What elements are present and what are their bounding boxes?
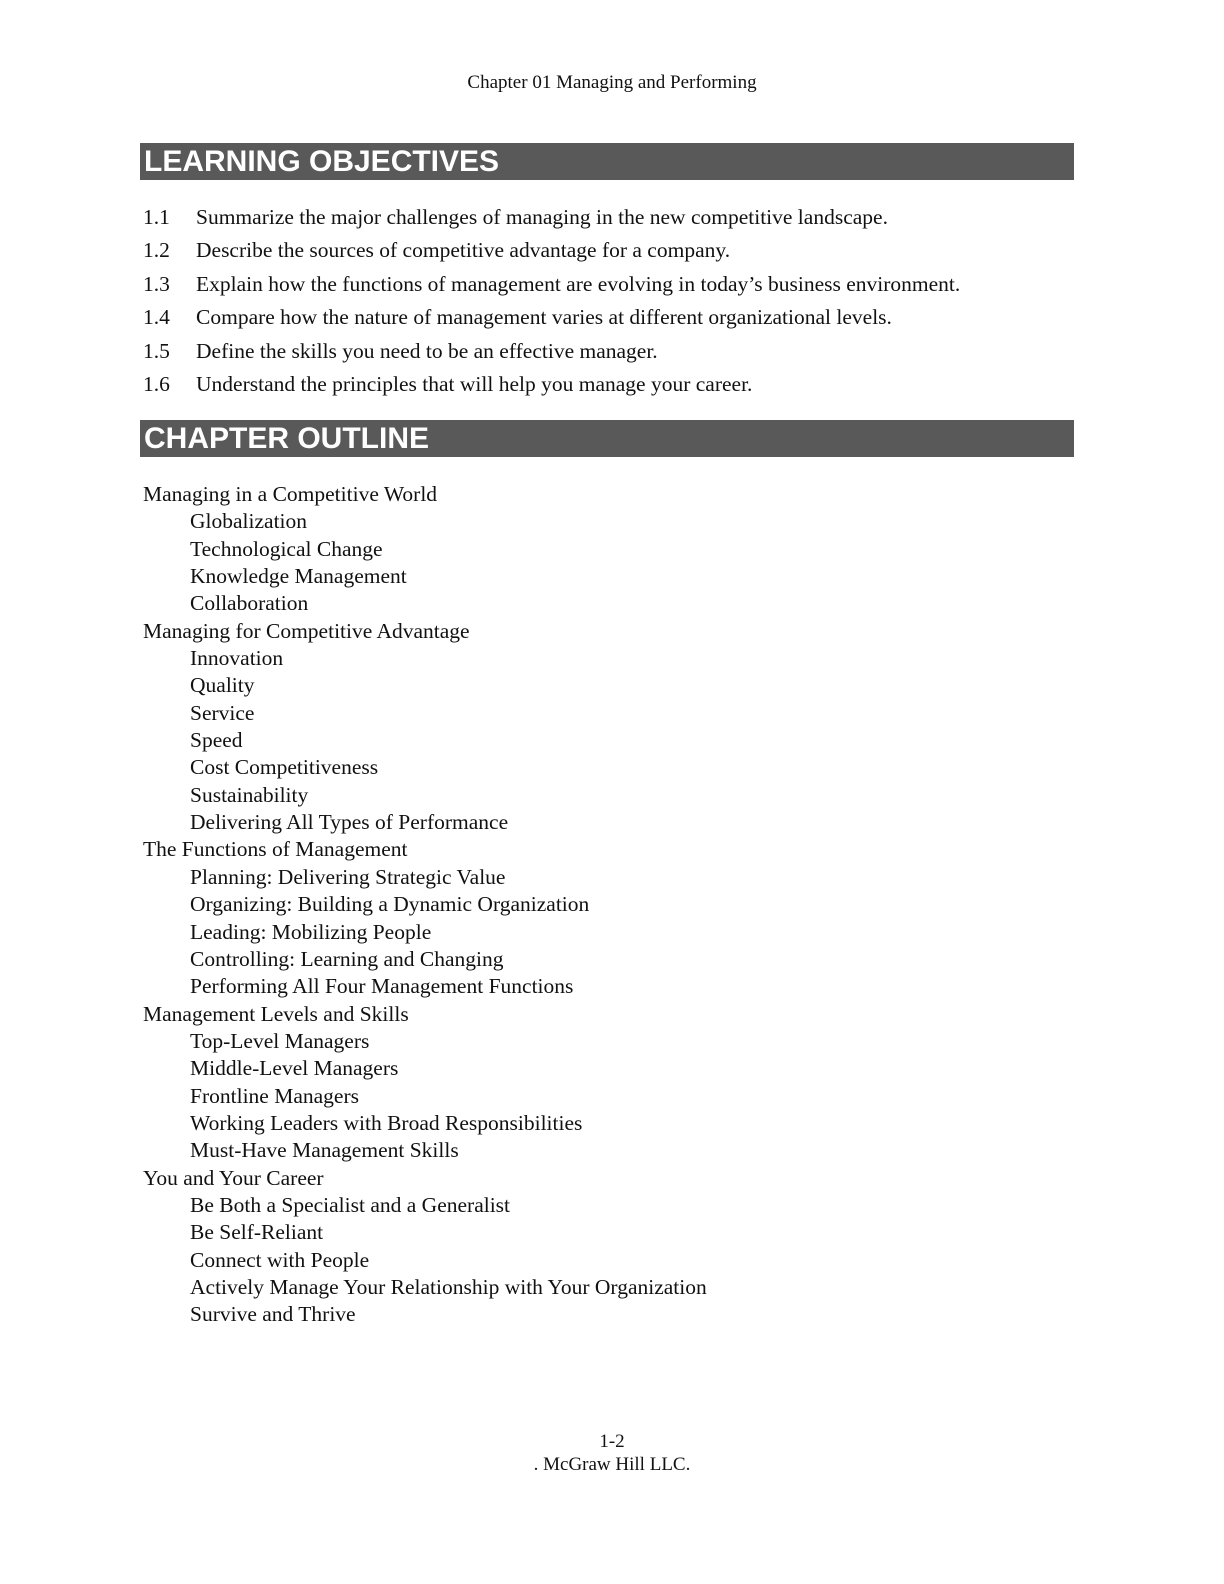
learning-objectives-list xyxy=(143,201,1083,401)
outline-subtopic: Knowledge Management xyxy=(190,564,407,589)
outline-subtopic: Actively Manage Your Relationship with Your Organization xyxy=(190,1274,707,1299)
outline-topic: Managing in a Competitive World xyxy=(143,482,438,506)
outline-subtopic: Service xyxy=(190,700,255,725)
outline-subtopic: Organizing: Building a Dynamic Organization xyxy=(190,892,590,917)
outline-subtopic: Delivering All Types of Performance xyxy=(190,810,509,835)
outline-subtopic: Survive and Thrive xyxy=(190,1302,356,1327)
objective-item xyxy=(143,301,1083,334)
outline-subtopic: Connect with People xyxy=(190,1247,370,1272)
objective-number: 1.6 xyxy=(143,371,170,396)
outline-subtopic: Frontline Managers xyxy=(190,1083,359,1108)
objective-text: Explain how the functions of management are evolving in today’s business environment. xyxy=(196,271,961,296)
copyright-notice: . McGraw Hill LLC. xyxy=(533,1454,691,1475)
outline-subtopic: Middle-Level Managers xyxy=(190,1056,399,1081)
outline-subtopic: Top-Level Managers xyxy=(190,1028,370,1053)
outline-subtopic: Be Both a Specialist and a Generalist xyxy=(190,1192,511,1217)
outline-subtopic: Performing All Four Management Functions xyxy=(190,974,574,999)
chapter-outline-heading: CHAPTER OUTLINE xyxy=(140,420,1074,457)
objective-number: 1.4 xyxy=(143,305,170,330)
objective-text: Understand the principles that will help you manage your career. xyxy=(196,371,753,396)
page-number: 1-2 xyxy=(599,1431,625,1452)
outline-subtopic: Sustainability xyxy=(190,782,309,807)
objective-text: Compare how the nature of management varies at different organizational levels. xyxy=(196,305,892,330)
objective-item xyxy=(143,368,1083,401)
outline-subtopic: Leading: Mobilizing People xyxy=(190,919,432,944)
objective-item xyxy=(143,268,1083,301)
objective-text: Describe the sources of competitive advantage for a company. xyxy=(196,238,731,263)
objective-number: 1.5 xyxy=(143,338,170,363)
outline-subtopic: Be Self-Reliant xyxy=(190,1220,324,1245)
outline-subtopic: Globalization xyxy=(190,509,308,534)
objective-item xyxy=(143,335,1083,368)
chapter-outline-list xyxy=(143,480,1043,1328)
outline-subtopic: Must-Have Management Skills xyxy=(190,1138,459,1163)
outline-topic: The Functions of Management xyxy=(143,837,408,862)
outline-subtopic: Controlling: Learning and Changing xyxy=(190,946,504,971)
objective-text: Summarize the major challenges of managing in the new competitive landscape. xyxy=(196,205,888,229)
objective-item xyxy=(143,201,1083,234)
objective-item xyxy=(143,234,1083,267)
outline-subtopic: Working Leaders with Broad Responsibilities xyxy=(190,1110,583,1135)
outline-subtopic: Collaboration xyxy=(190,591,309,616)
outline-topic: Management Levels and Skills xyxy=(143,1001,409,1026)
outline-subtopic: Cost Competitiveness xyxy=(190,755,379,780)
outline-topic: You and Your Career xyxy=(143,1165,324,1190)
objective-number: 1.2 xyxy=(143,238,170,263)
outline-topic: Managing for Competitive Advantage xyxy=(143,618,470,643)
learning-objectives-heading: LEARNING OBJECTIVES xyxy=(140,143,1074,180)
outline-subtopic: Innovation xyxy=(190,646,284,671)
outline-subtopic: Speed xyxy=(190,728,243,753)
objective-text: Define the skills you need to be an effective manager. xyxy=(196,338,658,363)
outline-subtopic: Planning: Delivering Strategic Value xyxy=(190,864,506,889)
outline-subtopic: Technological Change xyxy=(190,536,383,561)
objective-number: 1.1 xyxy=(143,205,170,229)
outline-subtopic: Quality xyxy=(190,673,255,698)
running-header: Chapter 01 Managing and Performing xyxy=(467,72,757,93)
objective-number: 1.3 xyxy=(143,271,170,296)
